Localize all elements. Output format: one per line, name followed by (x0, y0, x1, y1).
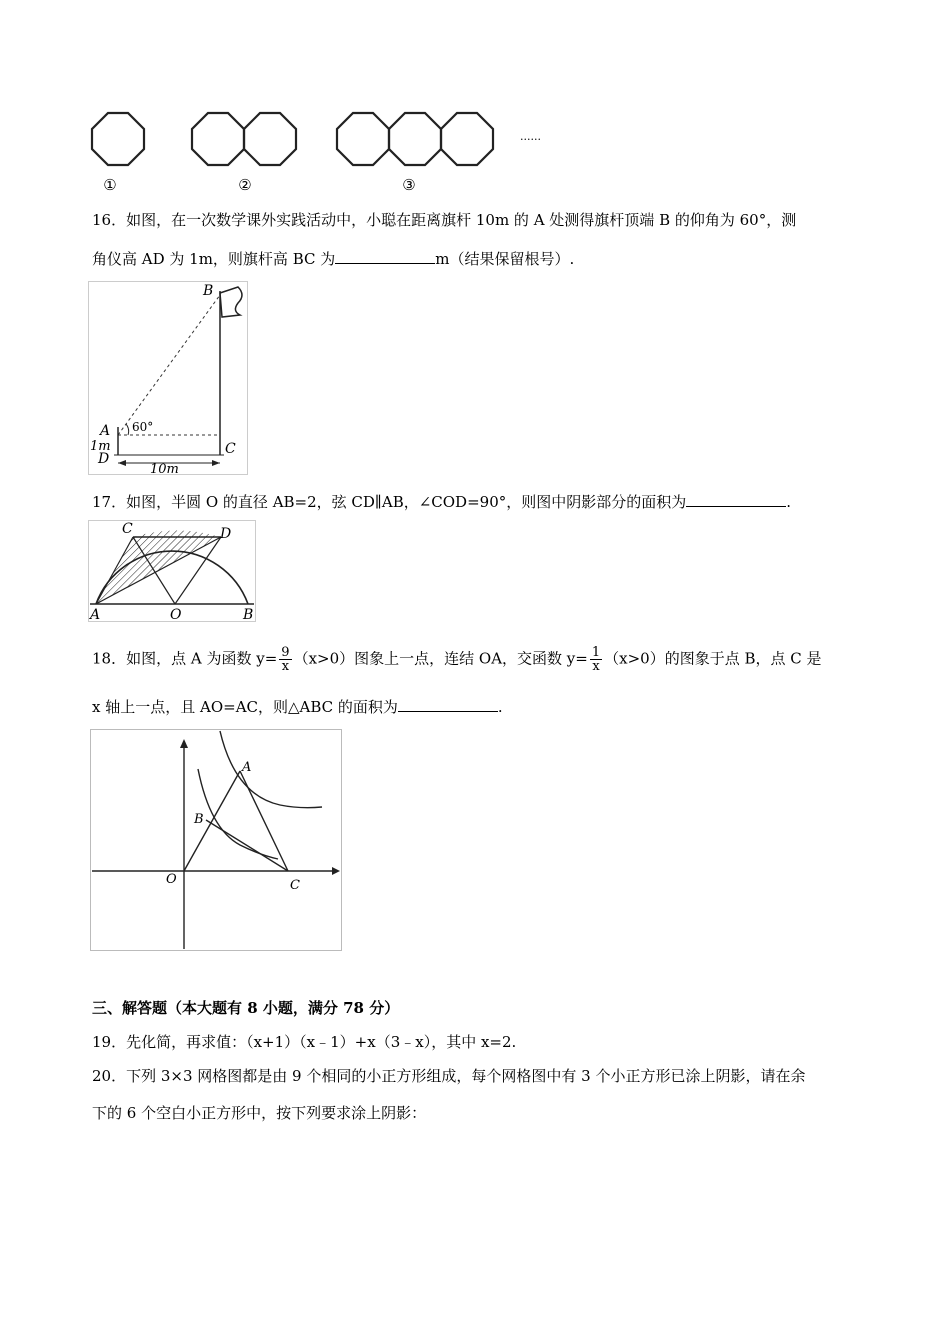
label-b: B (194, 812, 204, 827)
sight-line-ab (118, 295, 220, 435)
hyperbola-figure (90, 729, 342, 951)
q16-line2 (92, 249, 574, 269)
q17-text: 17．如图，半圆 O 的直径 AB=2，弦 CD∥AB，∠COD=90°，则图中阴影部分的面积为 (92, 493, 687, 511)
octagon-2b (244, 113, 296, 165)
frac1-num: 9 (281, 645, 290, 660)
label-b: B (243, 607, 254, 622)
q16-line1: 16．如图，在一次数学课外实践活动中，小聪在距离旗杆 10m 的 A 处测得旗杆顶端 B 的仰角为 60°，测 (92, 211, 797, 229)
frac2-num: 1 (591, 645, 601, 660)
label-distance: 10m (150, 462, 179, 475)
frac2-den: x (592, 659, 600, 674)
section-3-title: 三、解答题（本大题有 8 小题，满分 78 分） (92, 999, 400, 1017)
shaded-segment (133, 531, 221, 538)
ellipsis: ...... (520, 130, 541, 143)
label-3: ③ (402, 176, 416, 194)
label-o: O (170, 607, 182, 622)
q18-line1 (92, 646, 822, 673)
q18-line2b: . (497, 698, 503, 716)
q18-line2 (92, 697, 503, 717)
fraction-9-over-x (279, 646, 291, 673)
q18-part1: 18．如图，点 A 为函数 y= (92, 649, 278, 668)
label-c: C (122, 521, 133, 537)
label-a: A (100, 423, 111, 439)
label-d: D (98, 451, 110, 467)
angle-arc (126, 424, 129, 435)
label-2: ② (238, 176, 252, 194)
q18-part2: （x>0）图象上一点，连结 OA，交函数 y= (293, 649, 588, 668)
frac1-den: x (281, 659, 290, 674)
answer-blank-18[interactable] (398, 697, 498, 712)
q18-line2a: x 轴上一点，且 AO=AC，则△ABC 的面积为 (92, 698, 398, 716)
octagon-3c (441, 113, 493, 165)
octagon-3b (389, 113, 441, 165)
octagon-2a (192, 113, 244, 165)
octagon-3a (337, 113, 389, 165)
octagon-1 (92, 113, 144, 165)
q18-part3: （x>0）的图象于点 B，点 C 是 (604, 649, 822, 668)
octagon-pattern-figure (88, 102, 548, 194)
flag (220, 287, 242, 317)
curve-y-9-over-x (220, 731, 322, 808)
semicircle-figure (88, 520, 256, 622)
q17-end: . (786, 493, 792, 511)
label-height: 1m (90, 439, 111, 454)
q20-line1: 20．下列 3×3 网格图都是由 9 个相同的小正方形组成，每个网格图中有 3 个小正方形已涂上阴影，请在余 (92, 1067, 806, 1085)
arrow-left-icon (118, 460, 126, 466)
y-axis-arrow-icon (180, 739, 188, 748)
label-angle: 60° (132, 420, 154, 434)
q16-line2a: 角仪高 AD 为 1m，则旗杆高 BC 为 (92, 250, 336, 268)
answer-blank-17[interactable] (686, 492, 786, 507)
label-a: A (90, 607, 101, 622)
q17-line (92, 492, 791, 512)
label-a: A (242, 760, 252, 775)
label-b: B (203, 283, 214, 299)
label-o: O (166, 872, 177, 887)
label-1: ① (103, 176, 117, 194)
x-axis-arrow-icon (332, 867, 340, 875)
label-d: D (220, 526, 232, 542)
flagpole-figure (88, 281, 248, 475)
label-c: C (225, 441, 236, 457)
fraction-1-over-x (590, 646, 602, 673)
arrow-right-icon (212, 460, 220, 466)
q19: 19．先化简，再求值：（x+1）（x﹣1）+x（3﹣x），其中 x=2. (92, 1033, 517, 1051)
curve-y-1-over-x (198, 769, 278, 859)
q20-line2: 下的 6 个空白小正方形中，按下列要求涂上阴影： (92, 1104, 427, 1122)
answer-blank-16[interactable] (335, 249, 435, 264)
label-c: C (290, 878, 300, 893)
q16-line2b: m（结果保留根号）. (435, 250, 575, 268)
segment-oa (184, 771, 240, 871)
